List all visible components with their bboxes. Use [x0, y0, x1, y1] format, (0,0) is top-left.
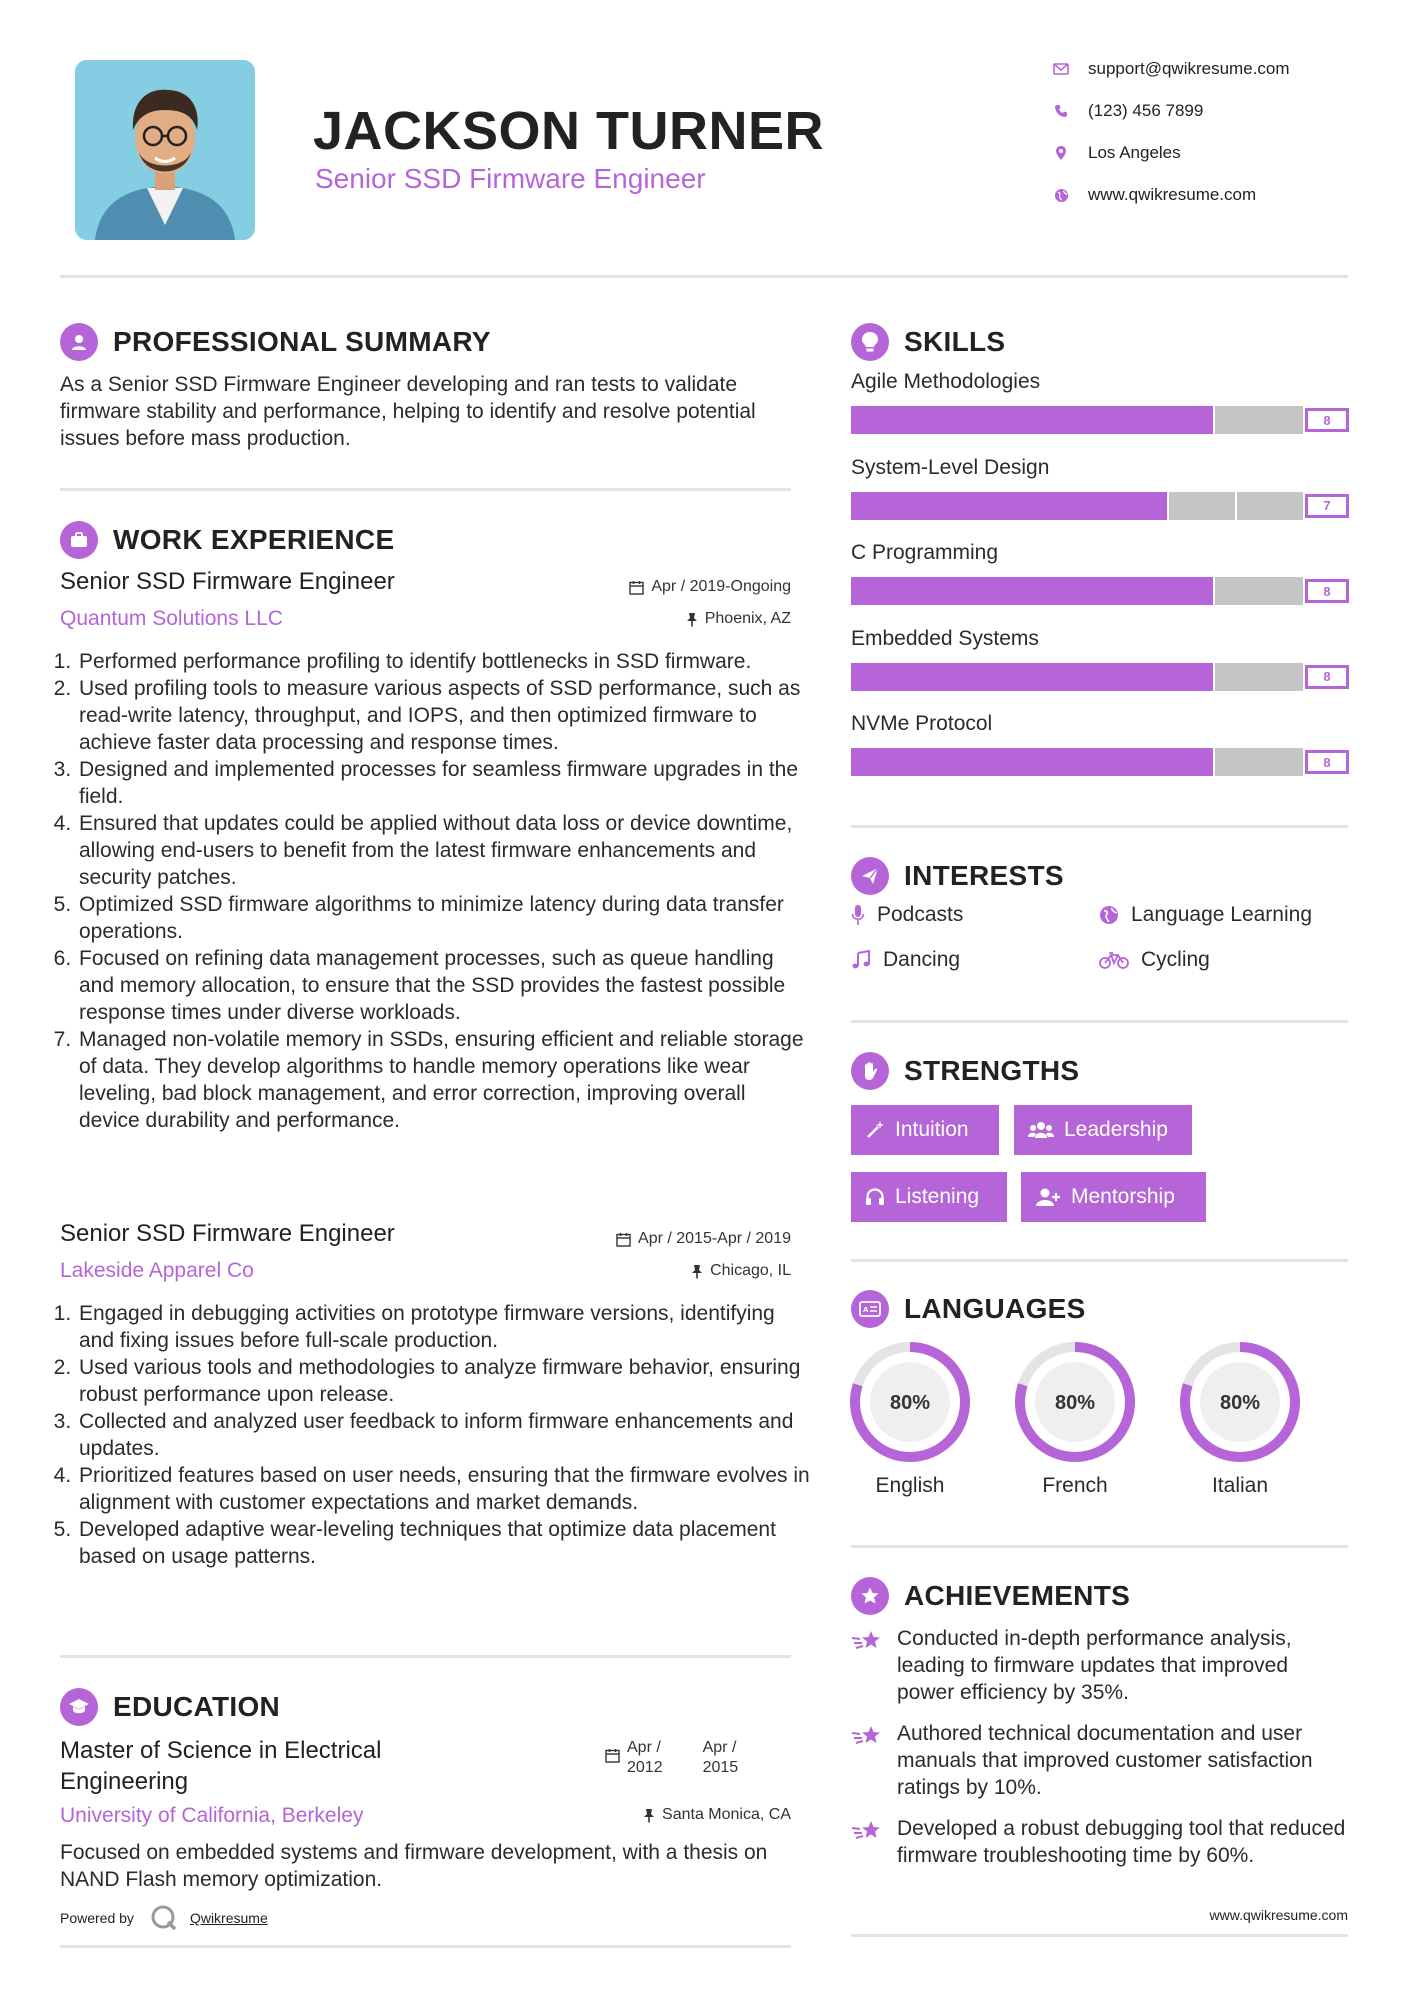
- pushpin-icon: [691, 1264, 703, 1279]
- education-start-month: Apr /: [627, 1739, 661, 1756]
- skill-name: NVMe Protocol: [851, 712, 993, 735]
- list-item: 4. Prioritized features based on user needs, ensuring that the firmware evolves in alignment with customer expectations and market demands.: [77, 1462, 812, 1516]
- languages-heading: [851, 1290, 1086, 1328]
- list-item: 5. Developed adaptive wear-leveling techniques that optimize data placement based on usage patterns.: [77, 1516, 812, 1570]
- interests-heading: [851, 857, 1064, 895]
- skill-item: [851, 456, 1351, 520]
- id-card-icon: [851, 1290, 889, 1328]
- language-ring: [1010, 1337, 1140, 1467]
- skill-item: [851, 541, 1351, 605]
- list-item: 1. Engaged in debugging activities on prototype firmware versions, identifying and fixing issues before full-scale production.: [77, 1300, 812, 1354]
- contact-location-text: Los Angeles: [1088, 143, 1181, 162]
- strength-leadership: [1014, 1105, 1192, 1155]
- experience-title: WORK EXPERIENCE: [113, 524, 395, 555]
- education-degree: [60, 1735, 381, 1797]
- job-1-location: [607, 610, 791, 628]
- strength-listening: [851, 1172, 1007, 1222]
- contact-email[interactable]: [1050, 58, 1290, 80]
- qwikresume-logo-icon: [150, 1904, 178, 1932]
- job-2-location-text: Chicago, IL: [710, 1262, 791, 1279]
- contact-email-text: support@qwikresume.com: [1088, 59, 1290, 78]
- summary-divider: [60, 488, 791, 491]
- skill-level-empty-segment: [1237, 492, 1303, 520]
- skill-level-empty-segment: [1215, 406, 1303, 434]
- globe-icon: [1099, 905, 1119, 925]
- calendar-icon: [629, 580, 644, 595]
- headphones-icon: [865, 1187, 885, 1207]
- list-item: 1. Performed performance profiling to identify bottlenecks in SSD firmware.: [77, 648, 812, 675]
- education-degree-line-1: Master of Science in Electrical: [60, 1737, 382, 1764]
- education-degree-line-2: Engineering: [60, 1768, 189, 1795]
- footer-website[interactable]: www.qwikresume.com: [1209, 1907, 1348, 1923]
- skill-level-bar: [851, 492, 1349, 520]
- language-name: English: [875, 1474, 945, 1497]
- job-1-bullets: [58, 648, 812, 1134]
- contact-phone-text: (123) 456 7899: [1088, 101, 1204, 120]
- language-ring: [1175, 1337, 1305, 1467]
- skill-level-number: 8: [1305, 579, 1349, 603]
- skill-level-fill: [851, 492, 1167, 520]
- candidate-name: JACKSON TURNER: [313, 101, 825, 161]
- music-note-icon: [851, 950, 871, 970]
- skill-name: Embedded Systems: [851, 626, 1039, 650]
- skill-level-bar: [851, 577, 1349, 605]
- achievement-item: [851, 1625, 1351, 1706]
- shooting-star-icon: [851, 1629, 883, 1653]
- graduation-cap-icon: [60, 1688, 98, 1726]
- language-item: [1175, 1337, 1305, 1498]
- skills-heading: [851, 323, 1005, 361]
- summary-text: As a Senior SSD Firmware Engineer developing and ran tests to validate firmware stability and performance, helping to identify and resolve potential issues before mass production.: [60, 373, 756, 450]
- skill-level-fill: [851, 406, 1213, 434]
- header-divider: [60, 275, 1348, 278]
- list-item: 6. Focused on refining data management processes, such as queue handling and memory allocation, to ensure that the SSD provides the fastest possible response times under diverse workloads.: [77, 945, 812, 1026]
- job-2-location: [607, 1262, 791, 1280]
- skill-level-fill: [851, 748, 1213, 776]
- contact-location: [1050, 142, 1181, 164]
- strength-label: Intuition: [895, 1118, 969, 1141]
- users-icon: [1028, 1120, 1054, 1140]
- education-heading: [60, 1688, 280, 1726]
- interest-label: Cycling: [1141, 948, 1210, 971]
- interest-label: Dancing: [883, 948, 961, 971]
- languages-divider: [851, 1545, 1348, 1548]
- shooting-star-icon: [851, 1819, 883, 1843]
- experience-divider: [60, 1655, 791, 1658]
- skill-level-fill: [851, 663, 1213, 691]
- list-item: 3. Collected and analyzed user feedback to inform firmware enhancements and updates.: [77, 1408, 812, 1462]
- candidate-title: Senior SSD Firmware Engineer: [315, 163, 706, 194]
- job-1-company: Quantum Solutions LLC: [60, 607, 283, 630]
- svg-text:A: A: [863, 1306, 869, 1314]
- education-location: [591, 1806, 791, 1824]
- education-end-year: 2015: [702, 1759, 739, 1776]
- skill-item: [851, 712, 1351, 776]
- star-badge-icon: [851, 1577, 889, 1615]
- summary-title: PROFESSIONAL SUMMARY: [113, 326, 491, 357]
- strength-label: Listening: [895, 1185, 980, 1208]
- interest-dancing: [851, 948, 960, 972]
- skill-level-empty-segment: [1215, 663, 1303, 691]
- interest-cycling: [1099, 948, 1210, 972]
- education-school: University of California, Berkeley: [60, 1804, 364, 1827]
- strength-label: Leadership: [1064, 1118, 1168, 1141]
- interests-title: INTERESTS: [904, 860, 1064, 891]
- achievement-text: Developed a robust debugging tool that reduced firmware troubleshooting time by 60%.: [897, 1817, 1346, 1867]
- pushpin-icon: [643, 1808, 655, 1823]
- strengths-divider: [851, 1259, 1348, 1262]
- strength-label: Mentorship: [1071, 1185, 1175, 1208]
- list-item: 2. Used profiling tools to measure various aspects of SSD performance, such as read-write latency, throughput, and IOPS, and then optimized firmware to achieve faster data processing and response times.: [77, 675, 812, 756]
- magic-wand-icon: [865, 1120, 885, 1140]
- education-end-month: Apr /: [702, 1739, 737, 1756]
- skill-level-empty-segment: [1169, 492, 1235, 520]
- interest-language-learning: [1099, 903, 1312, 927]
- interest-label: Language Learning: [1131, 903, 1313, 926]
- calendar-icon: [605, 1748, 620, 1763]
- shooting-star-icon: [851, 1724, 883, 1748]
- briefcase-icon: [60, 521, 98, 559]
- skill-level-number: 8: [1305, 750, 1349, 774]
- list-item: 2. Used various tools and methodologies to analyze firmware behavior, ensuring robust performance upon release.: [77, 1354, 812, 1408]
- skill-name: C Programming: [851, 541, 999, 564]
- language-percent: 80%: [889, 1392, 931, 1414]
- job-2-dates: [571, 1230, 791, 1248]
- job-1-dates-text: Apr / 2019-Ongoing: [651, 578, 791, 595]
- microphone-icon: [851, 904, 865, 926]
- powered-by-label: Powered by: [60, 1910, 134, 1926]
- achievements-title: ACHIEVEMENTS: [904, 1580, 1131, 1611]
- skill-level-fill: [851, 577, 1213, 605]
- education-location-text: Santa Monica, CA: [662, 1806, 791, 1823]
- strengths-heading: [851, 1052, 1079, 1090]
- education-start-year: 2012: [627, 1759, 663, 1776]
- skill-level-number: 8: [1305, 408, 1349, 432]
- contact-website[interactable]: [1050, 184, 1256, 206]
- job-2-dates-text: Apr / 2015-Apr / 2019: [638, 1230, 791, 1247]
- powered-by: [60, 1904, 268, 1932]
- interests-divider: [851, 1020, 1348, 1023]
- skills-title: SKILLS: [904, 326, 1006, 357]
- list-item: 4. Ensured that updates could be applied without data loss or device downtime, allowing end-users to benefit from the latest firmware enhancements and security patches.: [77, 810, 812, 891]
- mail-icon: [1050, 58, 1072, 80]
- job-2-title: Senior SSD Firmware Engineer: [60, 1220, 395, 1247]
- achievement-text: Authored technical documentation and user manuals that improved customer satisfaction ratings by 10%.: [897, 1722, 1313, 1799]
- skill-level-bar: [851, 748, 1349, 776]
- language-name: Italian: [1211, 1474, 1269, 1497]
- list-item: 7. Managed non-volatile memory in SSDs, ensuring efficient and reliable storage of data. They develop algorithms to handle memory operations like wear leveling, bad block management, and error correction, improving overall device durability and performance.: [77, 1026, 812, 1134]
- list-item: 3. Designed and implemented processes for seamless firmware upgrades in the field.: [77, 756, 812, 810]
- skill-level-bar: [851, 406, 1349, 434]
- education-title: EDUCATION: [113, 1691, 281, 1722]
- paper-plane-icon: [851, 857, 889, 895]
- skill-level-number: 7: [1305, 494, 1349, 518]
- strength-mentorship: [1021, 1172, 1206, 1222]
- skill-level-empty-segment: [1215, 577, 1303, 605]
- education-text: Focused on embedded systems and firmware development, with a thesis on NAND Flash memory optimization.: [60, 1841, 768, 1891]
- achievements-heading: [851, 1577, 1130, 1615]
- job-1-title: Senior SSD Firmware Engineer: [60, 568, 395, 595]
- experience-heading: [60, 521, 394, 559]
- contact-website-text: www.qwikresume.com: [1088, 185, 1257, 204]
- interest-podcasts: [851, 903, 963, 927]
- footer-left-divider: [60, 1945, 791, 1948]
- skill-name: System-Level Design: [851, 455, 1050, 479]
- lightbulb-icon: [851, 323, 889, 361]
- user-icon: [60, 323, 98, 361]
- strengths-title: STRENGTHS: [904, 1055, 1080, 1086]
- summary-heading: [60, 323, 491, 361]
- pushpin-icon: [686, 612, 698, 627]
- skill-item: [851, 627, 1351, 691]
- job-1-dates: [607, 578, 791, 596]
- education-dates: [605, 1738, 738, 1778]
- contact-phone[interactable]: [1050, 100, 1203, 122]
- languages-list: [845, 1337, 1365, 1507]
- bicycle-icon: [1099, 950, 1129, 970]
- job-1-location-text: Phoenix, AZ: [704, 610, 791, 627]
- strength-intuition: [851, 1105, 999, 1155]
- qwikresume-link[interactable]: Qwikresume: [189, 1910, 268, 1926]
- languages-title: LANGUAGES: [904, 1293, 1086, 1324]
- skill-level-empty-segment: [1215, 748, 1303, 776]
- language-percent: 80%: [1054, 1392, 1096, 1414]
- globe-icon: [1050, 184, 1072, 206]
- language-item: [845, 1337, 975, 1498]
- list-item: 5. Optimized SSD firmware algorithms to minimize latency during data transfer operations.: [77, 891, 812, 945]
- language-ring: [845, 1337, 975, 1467]
- user-plus-icon: [1035, 1187, 1061, 1207]
- calendar-icon: [616, 1232, 631, 1247]
- raised-hand-icon: [851, 1052, 889, 1090]
- language-percent: 80%: [1219, 1392, 1261, 1414]
- language-item: [1010, 1337, 1140, 1498]
- profile-photo: [75, 60, 255, 240]
- achievement-text: Conducted in-depth performance analysis, leading to firmware updates that improved power efficiency by 35%.: [897, 1627, 1292, 1704]
- footer-right-divider: [851, 1934, 1348, 1937]
- achievement-item: [851, 1720, 1351, 1801]
- phone-icon: [1050, 100, 1072, 122]
- skill-level-bar: [851, 663, 1349, 691]
- skill-name: Agile Methodologies: [851, 370, 1041, 393]
- achievement-item: [851, 1815, 1351, 1869]
- job-2-company: Lakeside Apparel Co: [60, 1259, 254, 1282]
- skills-divider: [851, 825, 1348, 828]
- job-2-bullets: [58, 1300, 812, 1570]
- language-name: French: [1042, 1474, 1108, 1497]
- skill-level-number: 8: [1305, 665, 1349, 689]
- skill-item: [851, 370, 1351, 434]
- interest-label: Podcasts: [877, 903, 964, 926]
- location-pin-icon: [1050, 142, 1072, 164]
